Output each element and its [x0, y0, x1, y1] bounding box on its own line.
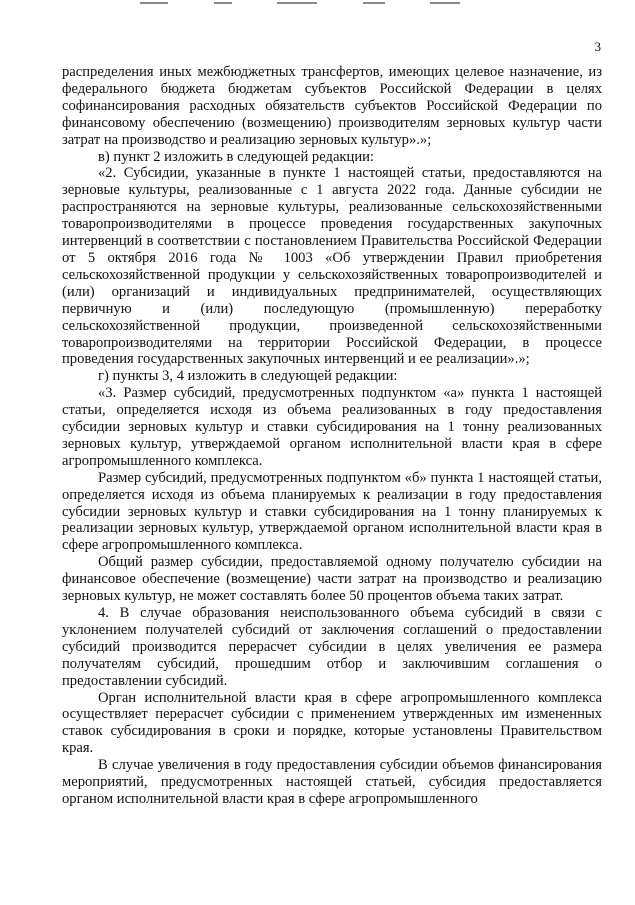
paragraph: 4. В случае образования неиспользованного объема субсидий в связи с уклонением получателей субсидий от заключения соглашений о предоставлении субсидий производится перерасчет субсидии в целях увеличения ее размера получателям субсидий, прошедшим отбор и заключившим соглашения о предоставлении субсидий. — [62, 605, 602, 689]
scan-mark — [140, 2, 168, 4]
paragraph: Размер субсидий, предусмотренных подпунктом «б» пункта 1 настоящей статьи, определяется исходя из объема планируемых к реализации в году предоставления субсидии зерновых культур и ставки субсидирования на 1 тонну планируемых к реализации зерновых культур, утверждаемой органом исполнительной власти края в сфере агропромышленного комплекса. — [62, 469, 602, 554]
paragraph: Общий размер субсидии, предоставляемой одному получателю субсидии на финансовое обеспечение (возмещение) части затрат на производство и реализацию зерновых культур, не может составлять более 50 процентов объема таких затрат. — [62, 554, 602, 605]
paragraph: Орган исполнительной власти края в сфере агропромышленного комплекса осуществляет перерасчет субсидии с применением утвержденных им измененных ставок субсидирования в сроки и порядке, которые установлены Правительством края. — [62, 689, 602, 757]
paragraph: распределения иных межбюджетных трансфертов, имеющих целевое назначение, из федерального бюджета бюджетам субъектов Российской Федерации в целях софинансирования расходных обязательств субъектов Российской Федерации по финансовому обеспечению (возмещению) производителям зерновых культур части затрат на производство и реализацию зерновых культур».»; — [62, 64, 602, 148]
paragraph: в) пункт 2 изложить в следующей редакции: — [98, 148, 374, 165]
document-body — [62, 64, 602, 808]
paragraph: г) пункты 3, 4 изложить в следующей редакции: — [98, 368, 398, 385]
scan-mark — [277, 2, 317, 4]
paragraph: «2. Субсидии, указанные в пункте 1 настоящей статьи, предоставляются на зерновые культуры, реализованные с 1 августа 2022 года. Данные субсидии не распространяются на зерновые культуры, реализованные сельскохозяйственными товаропроизводителями в процессе проведения государственных закупочных интервенций в соответствии с постановлением Правительства Российской Федерации от 5 октября 2016 года № 1003 «Об утверждении Правил приобретения сельскохозяйственной продукции у сельскохозяйственных товаропроизводителей и (или) организаций и индивидуальных предпринимателей, осуществляющих первичную и (или) последующую (промышленную) переработку сельскохозяйственной продукции, произведенной сельскохозяйственными товаропроизводителями на территории Российской Федерации, в процессе проведения государственных закупочных интервенций и ее реализации».»; — [62, 165, 602, 368]
scan-mark — [430, 2, 460, 4]
page-number: 3 — [594, 39, 601, 54]
scan-mark — [214, 2, 232, 4]
paragraph: В случае увеличения в году предоставления субсидии объемов финансирования мероприятий, предусмотренных настоящей статьей, субсидия предоставляется органом исполнительной власти края в сфере агропромышленного — [62, 757, 602, 807]
scan-mark — [363, 2, 385, 4]
scan-artifact-marks — [140, 0, 460, 6]
paragraph: «3. Размер субсидий, предусмотренных подпунктом «а» пункта 1 настоящей статьи, определяется исходя из объема реализованных в году предоставления субсидии зерновых культур и ставки субсидирования на 1 тонну реализованных зерновых культур, утверждаемой органом исполнительной власти края в сфере агропромышленного комплекса. — [62, 385, 602, 469]
